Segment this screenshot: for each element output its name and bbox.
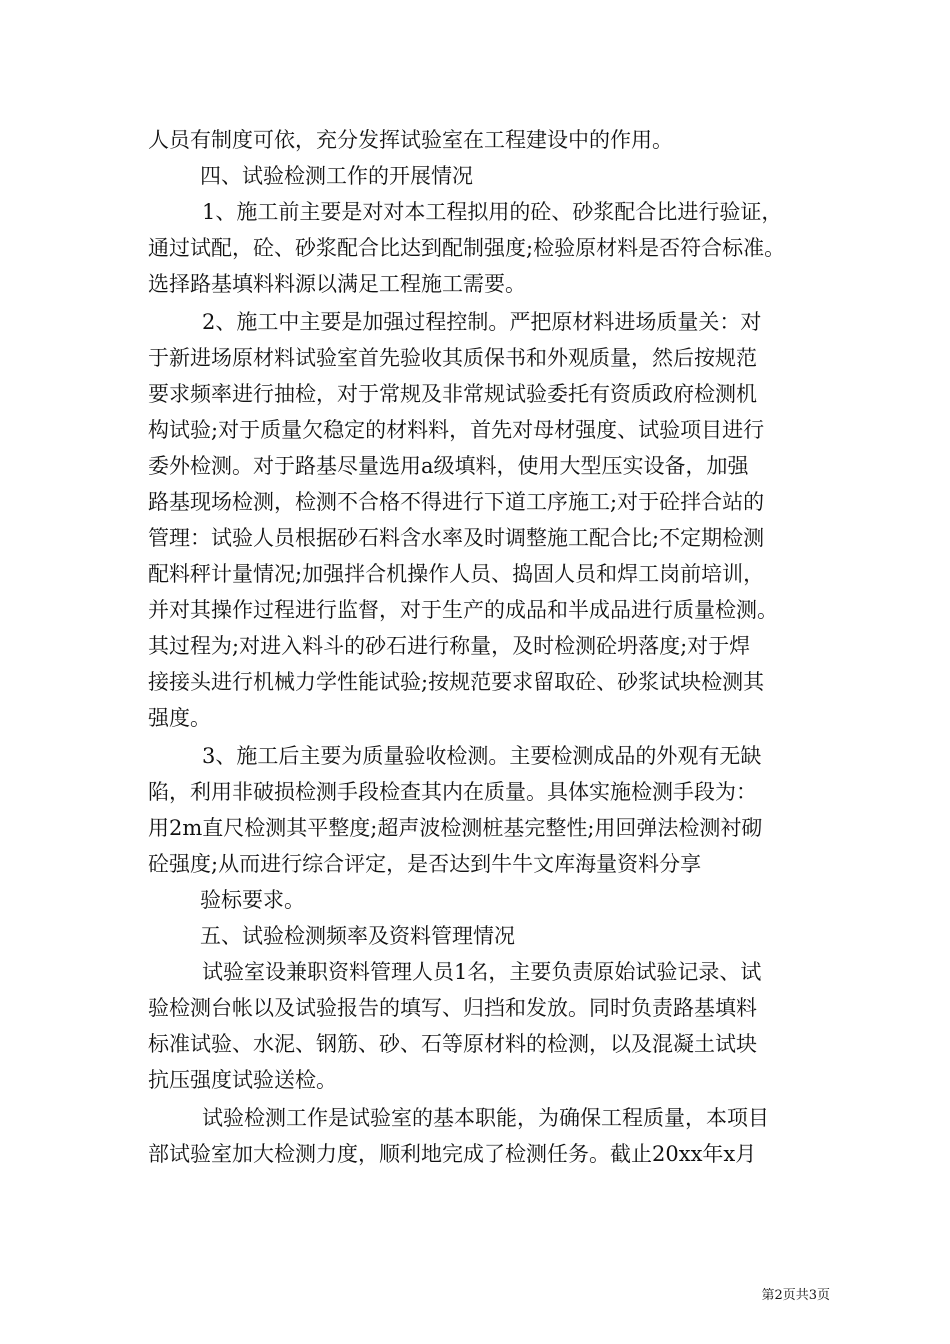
paragraph-line: 构试验;对于质量欠稳定的材料料，首先对母材强度、试验项目进行 (148, 418, 765, 442)
paragraph-line: 标准试验、水泥、钢筋、砂、石等原材料的检测，以及混凝土试块 (148, 1032, 757, 1056)
paragraph-line: 委外检测。对于路基尽量选用a级填料，使用大型压实设备，加强 (148, 454, 749, 478)
paragraph-line: 砼强度;从而进行综合评定，是否达到牛牛文库海量资料分享 (148, 852, 702, 876)
paragraph-line: 通过试配，砼、砂浆配合比达到配制强度;检验原材料是否符合标准。 (148, 236, 786, 260)
paragraph-line: 抗压强度试验送检。 (148, 1068, 337, 1092)
paragraph-line: 部试验室加大检测力度，顺利地完成了检测任务。截止20xx年x月 (148, 1142, 757, 1166)
paragraph-line: 3、施工后主要为质量验收检测。主要检测成品的外观有无缺 (202, 744, 762, 768)
paragraph-line: 选择路基填料料源以满足工程施工需要。 (148, 272, 526, 296)
paragraph-line: 要求频率进行抽检，对于常规及非常规试验委托有资质政府检测机 (148, 382, 757, 406)
paragraph-line: 2、施工中主要是加强过程控制。严把原材料进场质量关：对 (202, 310, 762, 334)
paragraph-line: 验检测台帐以及试验报告的填写、归挡和发放。同时负责路基填料 (148, 996, 757, 1020)
paragraph-line: 强度。 (148, 706, 211, 730)
paragraph-line: 于新进场原材料试验室首先验收其质保书和外观质量，然后按规范 (148, 346, 757, 370)
paragraph-line: 试验室设兼职资料管理人员1名，主要负责原始试验记录、试 (202, 960, 762, 984)
paragraph-line: 管理：试验人员根据砂石料含水率及时调整施工配合比;不定期检测 (148, 526, 765, 550)
section-heading-4: 四、试验检测工作的开展情况 (200, 164, 473, 188)
page-number: 第2页共3页 (761, 1288, 830, 1303)
section-heading-5: 五、试验检测频率及资料管理情况 (200, 924, 515, 948)
paragraph-line: 配料秤计量情况;加强拌合机操作人员、捣固人员和焊工岗前培训， (148, 562, 765, 586)
paragraph-line: 1、施工前主要是对对本工程拟用的砼、砂浆配合比进行验证， (202, 200, 783, 224)
paragraph-line: 其过程为;对进入料斗的砂石进行称量，及时检测砼坍落度;对于焊 (148, 634, 751, 658)
paragraph-line: 用2m直尺检测其平整度;超声波检测桩基完整性;用回弹法检测衬砌 (148, 816, 763, 840)
paragraph-line: 验标要求。 (200, 888, 305, 912)
paragraph-line: 陷，利用非破损检测手段检查其内在质量。具体实施检测手段为： (148, 780, 757, 804)
paragraph-line: 人员有制度可依，充分发挥试验室在工程建设中的作用。 (148, 128, 673, 152)
paragraph-line: 试验检测工作是试验室的基本职能，为确保工程质量，本项目 (202, 1106, 769, 1130)
paragraph-line: 并对其操作过程进行监督，对于生产的成品和半成品进行质量检测。 (148, 598, 778, 622)
paragraph-line: 路基现场检测，检测不合格不得进行下道工序施工;对于砼拌合站的 (148, 490, 765, 514)
document-body (148, 122, 828, 1172)
paragraph-line: 接接头进行机械力学性能试验;按规范要求留取砼、砂浆试块检测其 (148, 670, 765, 694)
